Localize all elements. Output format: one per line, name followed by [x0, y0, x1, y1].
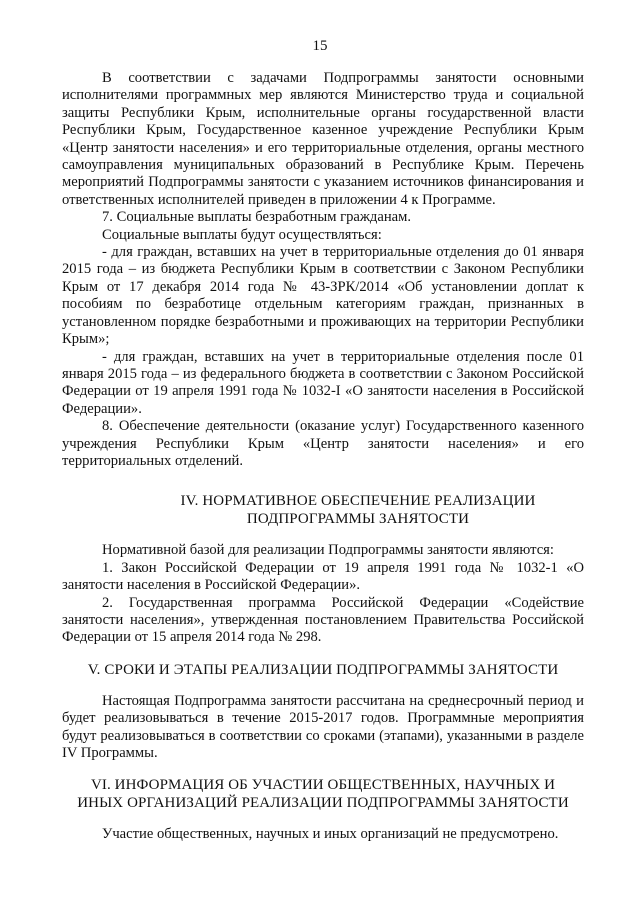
paragraph-social-payments-intro: Социальные выплаты будут осуществляться:: [102, 226, 382, 243]
list-item-state-program: 2. Государственная программа Российской Федерации «Содействие занятости населения», утвержденная постановлением Правительства Российской Федерации от 15 апреля 2014 года № 298.: [62, 594, 584, 646]
paragraph-terms: Настоящая Подпрограмма занятости рассчитана на среднесрочный период и будет реализовываться в течение 2015-2017 годов. Программные мероприятия будут реализовываться в соответствии со сроками (этапами), указанными в разделе IV Программы.: [62, 692, 584, 761]
section-heading-vi-line2: ИНЫХ ОРГАНИЗАЦИЙ РЕАЛИЗАЦИИ ПОДПРОГРАММЫ ЗАНЯТОСТИ: [77, 795, 569, 812]
paragraph-participation: Участие общественных, научных и иных организаций не предусмотрено.: [102, 826, 559, 843]
section-heading-iv-line1: IV. НОРМАТИВНОЕ ОБЕСПЕЧЕНИЕ РЕАЛИЗАЦИИ: [180, 493, 536, 510]
paragraph-social-payments-title: 7. Социальные выплаты безработным гражданам.: [102, 209, 411, 226]
page-number: 15: [312, 38, 328, 54]
paragraph-executors: В соответствии с задачами Подпрограммы занятости основными исполнителями программных мер являются Министерство труда и социальной защиты Республики Крым, исполнительные органы государственной власти Республики Крым, Государственное казенное учреждение Республики Крым «Центр занятости населения» и его территориальные отделения, органы местного самоуправления муниципальных образований в Республике Крым. Перечень мероприятий Подпрограммы занятости с указанием источников финансирования и ответственных исполнителей приведен в приложении 4 к Программе.: [62, 70, 584, 208]
section-heading-vi-line1: VI. ИНФОРМАЦИЯ ОБ УЧАСТИИ ОБЩЕСТВЕННЫХ, НАУЧНЫХ И: [90, 777, 556, 794]
list-item-before-2015: - для граждан, вставших на учет в территориальные отделения до 01 января 2015 года – из бюджета Республики Крым в соответствии с Законом Республики Крым от 17 декабря 2014 года № 43-ЗРК/2014 «Об установлении доплат к пособиям по безработице отдельным категориям граждан, признанных в установленном порядке безработными и проживающих на территории Республики Крым»;: [62, 244, 584, 348]
section-heading-v: V. СРОКИ И ЭТАПЫ РЕАЛИЗАЦИИ ПОДПРОГРАММЫ ЗАНЯТОСТИ: [87, 661, 559, 678]
paragraph-normative-base: Нормативной базой для реализации Подпрограммы занятости являются:: [102, 542, 554, 559]
list-item-law-1032: 1. Закон Российской Федерации от 19 апреля 1991 года № 1032-1 «О занятости населения в Российской Федерации».: [62, 559, 584, 594]
document-body: [62, 70, 584, 844]
section-heading-iv-line2: ПОДПРОГРАММЫ ЗАНЯТОСТИ: [246, 511, 470, 528]
list-item-after-2015: - для граждан, вставших на учет в территориальные отделения после 01 января 2015 года – из федерального бюджета в соответствии с Законом Российской Федерации от 19 апреля 1991 года № 1032-I «О занятости населения в Российской Федерации».: [62, 348, 584, 417]
paragraph-institution-support: 8. Обеспечение деятельности (оказание услуг) Государственного казенного учреждения Республики Крым «Центр занятости населения» и его территориальных отделений.: [62, 418, 584, 469]
